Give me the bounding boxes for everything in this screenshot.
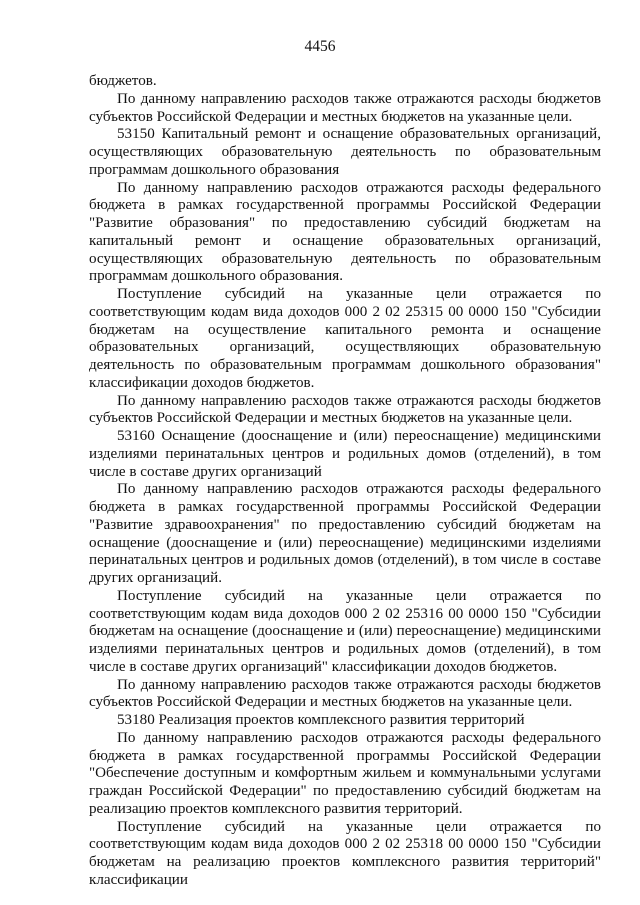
section-heading-53180: 53180 Реализация проектов комплексного развития территорий [117,712,525,728]
paragraph: По данному направлению расходов также отражаются расходы бюджетов субъектов Российской Федерации и местных бюджетов на указанные цели. [89,90,601,125]
paragraph: По данному направлению расходов также отражаются расходы бюджетов субъектов Российской Федерации и местных бюджетов на указанные цели. [89,392,601,427]
paragraph: По данному направлению расходов отражаются расходы федерального бюджета в рамках государственной программы Российской Федерации "Развитие здравоохранения" по предоставлению субсидий бюджетам на оснащение (дооснащение и (или) переоснащение) медицинскими изделиями перинатальных центров и родильных домов (отделений), в том числе в составе других организаций. [89,481,601,586]
paragraph: Поступление субсидий на указанные цели отражается по соответствующим кодам вида доходов 000 2 02 25318 00 0000 150 "Субсидии бюджетам на реализацию проектов комплексного развития территорий" классификации [89,818,601,888]
page-number: 4456 [304,38,336,55]
paragraph: По данному направлению расходов отражаются расходы федерального бюджета в рамках государственной программы Российской Федерации "Обеспечение доступным и комфортным жильем и коммунальными услугами граждан Российской Федерации" по предоставлению субсидий бюджетам на реализацию проектов комплексного развития территорий. [89,729,601,817]
document-body [89,73,601,890]
section-heading-53150: 53150 Капитальный ремонт и оснащение образовательных организаций, осуществляющих образовательную деятельность по образовательным программам дошкольного образования [89,126,601,178]
paragraph: Поступление субсидий на указанные цели отражается по соответствующим кодам вида доходов 000 2 02 25316 00 0000 150 "Субсидии бюджетам на оснащение (дооснащение и (или) переоснащение) медицинскими изделиями перинатальных центров и родильных домов (отделений), в том числе в составе других организаций" классификации доходов бюджетов. [89,587,601,675]
paragraph: По данному направлению расходов отражаются расходы федерального бюджета в рамках государственной программы Российской Федерации "Развитие образования" по предоставлению субсидий бюджетам на капитальный ремонт и оснащение образовательных организаций, осуществляющих образовательную деятельность по образовательным программам дошкольного образования. [89,179,601,285]
section-heading-53160: 53160 Оснащение (дооснащение и (или) переоснащение) медицинскими изделиями перинатальных центров и родильных домов (отделений), в том числе в составе других организаций [89,428,601,480]
paragraph: бюджетов. [89,73,157,89]
paragraph: Поступление субсидий на указанные цели отражается по соответствующим кодам вида доходов 000 2 02 25315 00 0000 150 "Субсидии бюджетам на осуществление капитального ремонта и оснащение образовательных организаций, осуществляющих образовательную деятельность по образовательным программам дошкольного образования" классификации доходов бюджетов. [89,286,601,391]
paragraph: По данному направлению расходов также отражаются расходы бюджетов субъектов Российской Федерации и местных бюджетов на указанные цели. [89,676,601,711]
